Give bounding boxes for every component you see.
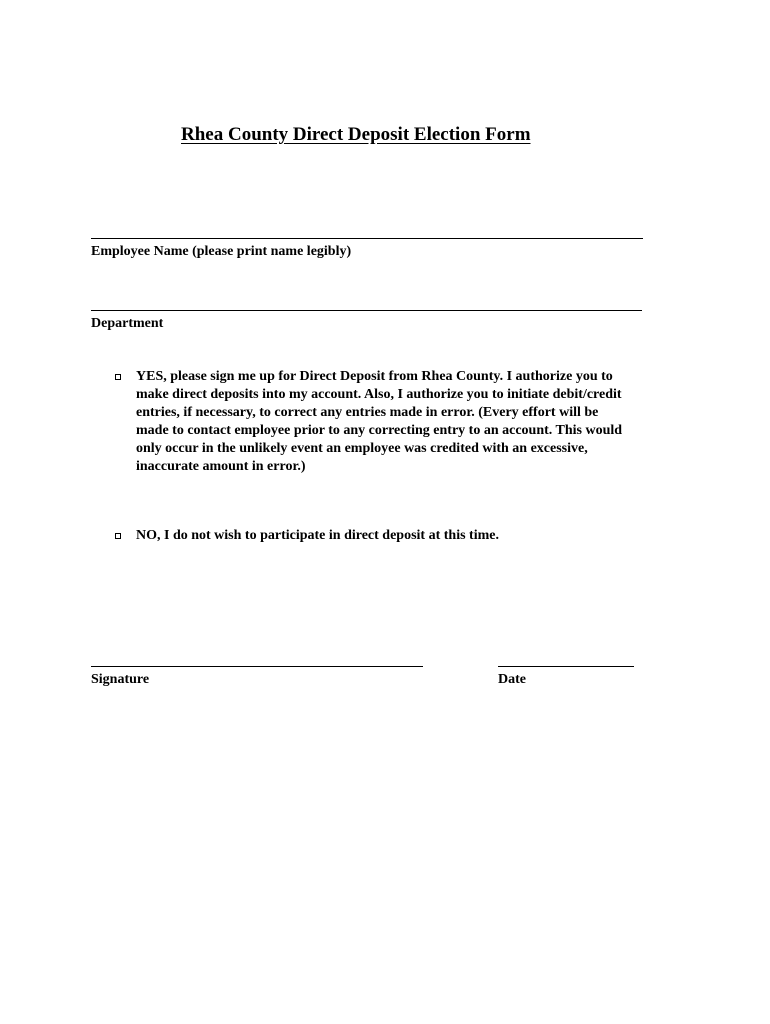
yes-checkbox[interactable] [115, 374, 121, 380]
no-option-text: NO, I do not wish to participate in direct deposit at this time. [136, 528, 499, 543]
no-checkbox[interactable] [115, 533, 121, 539]
signature-label: Signature [91, 672, 150, 687]
department-field[interactable] [91, 310, 642, 311]
employee-name-label: Employee Name (please print name legibly) [91, 244, 352, 259]
yes-option-text: YES, please sign me up for Direct Deposit from Rhea County. I authorize you to make direct deposits into my account. Also, I authorize you to initiate debit/credit entries, if necessary, to correct any entries made in error. (Every effort will be made to contact employee prior to any correcting entry to an account. This would only occur in the unlikely event an employee was credited with an excessive, inaccurate amount in error.) [136, 369, 623, 474]
date-label: Date [498, 672, 526, 687]
employee-name-field[interactable] [91, 238, 643, 239]
date-field[interactable] [498, 666, 634, 667]
department-label: Department [91, 316, 164, 331]
signature-field[interactable] [91, 666, 423, 667]
page-title: Rhea County Direct Deposit Election Form [181, 124, 531, 145]
